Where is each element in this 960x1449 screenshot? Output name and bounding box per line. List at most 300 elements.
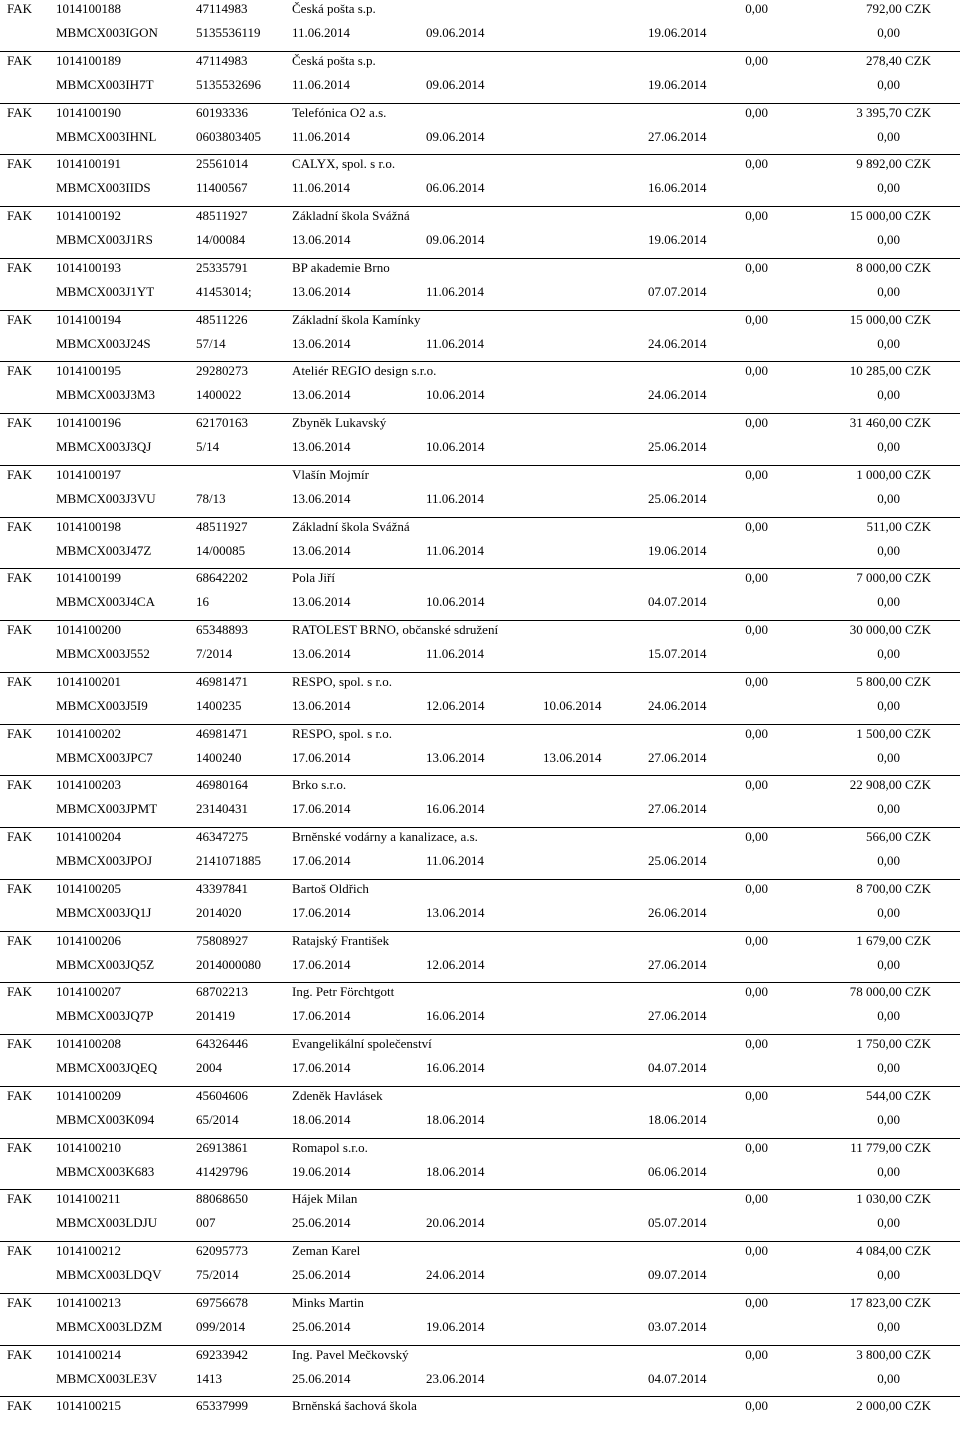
issue-date: 12.06.2014 <box>426 956 485 972</box>
invoice-amount: 792,00 CZK <box>866 1 931 16</box>
remaining-amount: 0,00 <box>877 335 900 351</box>
variable-symbol: MBMCX003LDQV <box>56 1267 162 1282</box>
invoice-number: 1014100213 <box>56 1294 121 1310</box>
company-id: 26913861 <box>196 1139 248 1155</box>
variable-symbol: MBMCX003J24S <box>56 335 151 351</box>
supplier-reference: 41429796 <box>196 1163 248 1179</box>
issue-date: 16.06.2014 <box>426 1060 485 1075</box>
paid-amount: 0,00 <box>745 259 768 275</box>
supplier-name: Brněnská šachová škola <box>292 1398 417 1414</box>
issue-date: 16.06.2014 <box>426 1008 485 1024</box>
doc-type: FAK <box>7 1294 33 1310</box>
supplier-reference: 0603803405 <box>196 128 261 144</box>
remaining-amount: 0,00 <box>877 956 900 972</box>
supplier-reference: 099/2014 <box>196 1318 246 1334</box>
received-date: 25.06.2014 <box>292 1215 351 1231</box>
invoice-record <box>0 155 960 207</box>
received-date: 11.06.2014 <box>292 180 351 196</box>
issue-date: 13.06.2014 <box>426 749 485 765</box>
company-id: 46981471 <box>196 725 248 741</box>
supplier-reference: 5135536119 <box>196 25 261 40</box>
invoice-detail-line <box>0 1111 960 1129</box>
invoice-header-line <box>0 259 960 277</box>
issue-date: 19.06.2014 <box>426 1318 485 1334</box>
invoice-detail-line <box>0 128 960 146</box>
invoice-header-line <box>0 725 960 743</box>
invoice-number: 1014100194 <box>56 311 121 327</box>
invoice-amount: 9 892,00 CZK <box>856 156 931 172</box>
doc-type: FAK <box>7 104 33 120</box>
invoice-header-line <box>0 776 960 794</box>
remaining-amount: 0,00 <box>877 180 900 196</box>
company-id: 64326446 <box>196 1036 248 1051</box>
paid-amount: 0,00 <box>745 622 768 637</box>
invoice-header-line <box>0 1242 960 1260</box>
invoice-header-line <box>0 1397 960 1415</box>
invoice-record <box>0 1190 960 1242</box>
invoice-number: 1014100191 <box>56 156 121 172</box>
supplier-reference: 57/14 <box>196 335 226 351</box>
supplier-reference: 1400240 <box>196 749 242 765</box>
invoice-number: 1014100197 <box>56 466 121 482</box>
due-date: 26.06.2014 <box>648 904 707 920</box>
supplier-reference: 007 <box>196 1215 216 1231</box>
variable-symbol: MBMCX003J5I9 <box>56 697 148 713</box>
remaining-amount: 0,00 <box>877 801 900 817</box>
invoice-number: 1014100206 <box>56 932 121 948</box>
invoice-record <box>0 1242 960 1294</box>
invoice-detail-line <box>0 956 960 974</box>
supplier-reference: 2014020 <box>196 904 242 920</box>
supplier-reference: 11400567 <box>196 180 248 196</box>
due-date: 19.06.2014 <box>648 232 707 247</box>
due-date: 27.06.2014 <box>648 801 707 817</box>
paid-amount: 0,00 <box>745 156 768 172</box>
remaining-amount: 0,00 <box>877 904 900 920</box>
received-date: 13.06.2014 <box>292 283 351 299</box>
invoice-amount: 31 460,00 CZK <box>849 415 931 430</box>
due-date: 07.07.2014 <box>648 283 707 299</box>
doc-type: FAK <box>7 518 33 534</box>
company-id: 47114983 <box>196 52 248 68</box>
company-id: 48511927 <box>196 518 248 534</box>
invoice-record <box>0 518 960 570</box>
supplier-reference: 78/13 <box>196 490 226 506</box>
variable-symbol: MBMCX003J1RS <box>56 232 153 247</box>
invoice-detail-line <box>0 386 960 404</box>
invoice-record <box>0 725 960 777</box>
invoice-detail-line <box>0 1059 960 1077</box>
invoice-header-line <box>0 362 960 380</box>
remaining-amount: 0,00 <box>877 542 900 558</box>
doc-type: FAK <box>7 829 33 844</box>
supplier-reference: 5135532696 <box>196 76 261 92</box>
supplier-name: Ratajský František <box>292 932 390 948</box>
invoice-number: 1014100209 <box>56 1087 121 1103</box>
received-date: 11.06.2014 <box>292 128 351 144</box>
due-date: 25.06.2014 <box>648 439 707 454</box>
due-date: 09.07.2014 <box>648 1267 707 1282</box>
remaining-amount: 0,00 <box>877 1267 900 1282</box>
issue-date: 11.06.2014 <box>426 542 485 558</box>
received-date: 17.06.2014 <box>292 749 351 765</box>
issue-date: 11.06.2014 <box>426 283 485 299</box>
due-date: 15.07.2014 <box>648 646 707 661</box>
invoice-detail-line <box>0 76 960 94</box>
received-date: 13.06.2014 <box>292 232 351 247</box>
invoice-record <box>0 0 960 52</box>
remaining-amount: 0,00 <box>877 1215 900 1231</box>
invoice-detail-line <box>0 1163 960 1181</box>
invoice-number: 1014100189 <box>56 52 121 68</box>
invoice-detail-line <box>0 697 960 715</box>
paid-amount: 0,00 <box>745 1191 768 1207</box>
paid-amount: 0,00 <box>745 984 768 1000</box>
invoice-detail-line <box>0 1007 960 1025</box>
invoice-header-line <box>0 414 960 432</box>
remaining-amount: 0,00 <box>877 490 900 506</box>
invoice-detail-line <box>0 645 960 663</box>
invoice-header-line <box>0 673 960 691</box>
supplier-name: Základní škola Kamínky <box>292 311 421 327</box>
doc-type: FAK <box>7 673 33 689</box>
invoice-record <box>0 1087 960 1139</box>
invoice-record <box>0 776 960 828</box>
doc-type: FAK <box>7 52 33 68</box>
variable-symbol: MBMCX003LDZM <box>56 1318 163 1334</box>
issue-date: 11.06.2014 <box>426 646 485 661</box>
received-date: 17.06.2014 <box>292 1060 351 1075</box>
supplier-name: Telefónica O2 a.s. <box>292 104 387 120</box>
doc-type: FAK <box>7 880 33 896</box>
company-id: 65348893 <box>196 622 248 637</box>
supplier-name: Ing. Pavel Mečkovský <box>292 1346 409 1362</box>
invoice-header-line <box>0 155 960 173</box>
received-date: 25.06.2014 <box>292 1318 351 1334</box>
invoice-number: 1014100198 <box>56 518 121 534</box>
remaining-amount: 0,00 <box>877 25 900 40</box>
variable-symbol: MBMCX003JPOJ <box>56 853 153 868</box>
paid-amount: 0,00 <box>745 1243 768 1258</box>
due-date: 19.06.2014 <box>648 25 707 40</box>
invoice-record <box>0 1139 960 1191</box>
invoice-number: 1014100210 <box>56 1139 121 1155</box>
company-id: 69233942 <box>196 1346 248 1362</box>
supplier-name: RATOLEST BRNO, občanské sdružení <box>292 622 499 637</box>
supplier-name: Základní škola Svážná <box>292 518 410 534</box>
supplier-reference: 16 <box>196 594 209 610</box>
invoice-record <box>0 1035 960 1087</box>
supplier-reference: 201419 <box>196 1008 235 1024</box>
company-id: 88068650 <box>196 1191 248 1207</box>
invoice-amount: 1 679,00 CZK <box>856 932 931 948</box>
received-date: 17.06.2014 <box>292 801 351 817</box>
variable-symbol: MBMCX003J3QJ <box>56 439 152 454</box>
due-date: 19.06.2014 <box>648 76 707 92</box>
received-date: 17.06.2014 <box>292 1008 351 1024</box>
invoice-detail-line <box>0 283 960 301</box>
remaining-amount: 0,00 <box>877 387 900 403</box>
received-date: 11.06.2014 <box>292 76 351 92</box>
issue-date: 18.06.2014 <box>426 1111 485 1127</box>
received-date: 17.06.2014 <box>292 956 351 972</box>
invoice-number: 1014100203 <box>56 777 121 793</box>
remaining-amount: 0,00 <box>877 232 900 247</box>
invoice-header-line <box>0 1190 960 1208</box>
company-id: 48511927 <box>196 208 248 223</box>
invoice-number: 1014100211 <box>56 1191 121 1207</box>
invoice-record <box>0 362 960 414</box>
invoice-detail-line <box>0 1266 960 1284</box>
doc-type: FAK <box>7 1 33 16</box>
invoice-number: 1014100214 <box>56 1346 121 1362</box>
invoice-number: 1014100190 <box>56 104 121 120</box>
company-id: 46347275 <box>196 829 248 844</box>
issue-date: 24.06.2014 <box>426 1267 485 1282</box>
invoice-detail-line <box>0 1318 960 1336</box>
company-id: 47114983 <box>196 1 248 16</box>
issue-date: 06.06.2014 <box>426 180 485 196</box>
invoice-amount: 566,00 CZK <box>866 829 931 844</box>
invoice-amount: 2 000,00 CZK <box>856 1398 931 1414</box>
doc-type: FAK <box>7 1139 33 1155</box>
invoice-amount: 1 750,00 CZK <box>856 1036 931 1051</box>
remaining-amount: 0,00 <box>877 1111 900 1127</box>
variable-symbol: MBMCX003JQEQ <box>56 1060 158 1075</box>
doc-type: FAK <box>7 932 33 948</box>
paid-amount: 0,00 <box>745 415 768 430</box>
doc-type: FAK <box>7 415 33 430</box>
variable-symbol: MBMCX003J4CA <box>56 594 155 610</box>
invoice-amount: 1 500,00 CZK <box>856 725 931 741</box>
received-date: 25.06.2014 <box>292 1370 351 1386</box>
supplier-reference: 75/2014 <box>196 1267 239 1282</box>
invoice-header-line <box>0 104 960 122</box>
invoice-number: 1014100192 <box>56 208 121 223</box>
company-id: 46980164 <box>196 777 248 793</box>
invoice-header-line <box>0 880 960 898</box>
due-date: 04.07.2014 <box>648 1060 707 1075</box>
invoice-header-line <box>0 466 960 484</box>
supplier-reference: 1400022 <box>196 387 242 403</box>
remaining-amount: 0,00 <box>877 1060 900 1075</box>
remaining-amount: 0,00 <box>877 646 900 661</box>
variable-symbol: MBMCX003J1YT <box>56 283 155 299</box>
remaining-amount: 0,00 <box>877 1163 900 1179</box>
supplier-name: Brko s.r.o. <box>292 777 347 793</box>
invoice-record <box>0 104 960 156</box>
doc-type: FAK <box>7 570 33 586</box>
issue-date: 20.06.2014 <box>426 1215 485 1231</box>
paid-amount: 0,00 <box>745 932 768 948</box>
remaining-amount: 0,00 <box>877 1008 900 1024</box>
remaining-amount: 0,00 <box>877 697 900 713</box>
invoice-record <box>0 1294 960 1346</box>
invoice-record <box>0 621 960 673</box>
tax-date: 10.06.2014 <box>543 697 602 713</box>
invoice-amount: 1 000,00 CZK <box>856 466 931 482</box>
variable-symbol: MBMCX003LDJU <box>56 1215 158 1231</box>
supplier-reference: 2141071885 <box>196 853 261 868</box>
supplier-name: Hájek Milan <box>292 1191 358 1207</box>
invoice-amount: 15 000,00 CZK <box>849 311 931 327</box>
supplier-reference: 1413 <box>196 1370 222 1386</box>
company-id: 25335791 <box>196 259 248 275</box>
doc-type: FAK <box>7 156 33 172</box>
remaining-amount: 0,00 <box>877 128 900 144</box>
supplier-name: Základní škola Svážná <box>292 208 410 223</box>
invoice-record <box>0 1346 960 1398</box>
company-id: 69756678 <box>196 1294 248 1310</box>
due-date: 27.06.2014 <box>648 956 707 972</box>
supplier-name: Zdeněk Havlásek <box>292 1087 383 1103</box>
supplier-name: RESPO, spol. s r.o. <box>292 673 393 689</box>
received-date: 13.06.2014 <box>292 387 351 403</box>
issue-date: 12.06.2014 <box>426 697 485 713</box>
invoice-amount: 30 000,00 CZK <box>849 622 931 637</box>
company-id: 29280273 <box>196 363 248 379</box>
due-date: 04.07.2014 <box>648 1370 707 1386</box>
issue-date: 09.06.2014 <box>426 76 485 92</box>
supplier-reference: 5/14 <box>196 439 220 454</box>
doc-type: FAK <box>7 622 33 637</box>
invoice-number: 1014100188 <box>56 1 121 16</box>
due-date: 04.07.2014 <box>648 594 707 610</box>
invoice-number: 1014100212 <box>56 1243 121 1258</box>
doc-type: FAK <box>7 1346 33 1362</box>
supplier-name: Minks Martin <box>292 1294 364 1310</box>
company-id: 46981471 <box>196 673 248 689</box>
received-date: 25.06.2014 <box>292 1267 351 1282</box>
variable-symbol: MBMCX003JQ1J <box>56 904 152 920</box>
issue-date: 23.06.2014 <box>426 1370 485 1386</box>
supplier-reference: 14/00085 <box>196 542 246 558</box>
variable-symbol: MBMCX003IH7T <box>56 76 154 92</box>
issue-date: 10.06.2014 <box>426 387 485 403</box>
supplier-reference: 41453014; <box>196 283 252 299</box>
invoice-detail-line <box>0 1214 960 1232</box>
company-id: 65337999 <box>196 1398 248 1414</box>
supplier-name: Pola Jiří <box>292 570 335 586</box>
paid-amount: 0,00 <box>745 673 768 689</box>
invoice-amount: 278,40 CZK <box>866 52 931 68</box>
variable-symbol: MBMCX003J3VU <box>56 490 156 506</box>
invoice-record <box>0 1397 960 1449</box>
invoice-amount: 4 084,00 CZK <box>856 1243 931 1258</box>
invoice-detail-line <box>0 231 960 249</box>
invoice-detail-line <box>0 490 960 508</box>
paid-amount: 0,00 <box>745 1139 768 1155</box>
remaining-amount: 0,00 <box>877 749 900 765</box>
invoice-amount: 511,00 CZK <box>866 518 931 534</box>
due-date: 16.06.2014 <box>648 180 707 196</box>
invoice-header-line <box>0 311 960 329</box>
doc-type: FAK <box>7 1087 33 1103</box>
invoice-amount: 10 285,00 CZK <box>849 363 931 379</box>
remaining-amount: 0,00 <box>877 594 900 610</box>
invoice-amount: 8 700,00 CZK <box>856 880 931 896</box>
received-date: 13.06.2014 <box>292 542 351 558</box>
paid-amount: 0,00 <box>745 466 768 482</box>
company-id: 60193336 <box>196 104 248 120</box>
supplier-reference: 2014000080 <box>196 956 261 972</box>
due-date: 19.06.2014 <box>648 542 707 558</box>
variable-symbol: MBMCX003JQ7P <box>56 1008 154 1024</box>
variable-symbol: MBMCX003JQ5Z <box>56 956 155 972</box>
variable-symbol: MBMCX003JPC7 <box>56 749 153 765</box>
variable-symbol: MBMCX003J3M3 <box>56 387 155 403</box>
paid-amount: 0,00 <box>745 1087 768 1103</box>
paid-amount: 0,00 <box>745 1036 768 1051</box>
invoice-record <box>0 466 960 518</box>
invoice-detail-line <box>0 593 960 611</box>
paid-amount: 0,00 <box>745 1 768 16</box>
supplier-name: Bartoš Oldřich <box>292 880 369 896</box>
invoice-amount: 8 000,00 CZK <box>856 259 931 275</box>
due-date: 27.06.2014 <box>648 128 707 144</box>
paid-amount: 0,00 <box>745 570 768 586</box>
invoice-header-line <box>0 1087 960 1105</box>
invoice-amount: 544,00 CZK <box>866 1087 931 1103</box>
paid-amount: 0,00 <box>745 829 768 844</box>
paid-amount: 0,00 <box>745 363 768 379</box>
supplier-name: Zeman Karel <box>292 1243 361 1258</box>
invoice-header-line <box>0 1035 960 1053</box>
paid-amount: 0,00 <box>745 1398 768 1414</box>
invoice-amount: 3 800,00 CZK <box>856 1346 931 1362</box>
invoice-amount: 7 000,00 CZK <box>856 570 931 586</box>
invoice-header-line <box>0 932 960 950</box>
paid-amount: 0,00 <box>745 1294 768 1310</box>
invoice-header-line <box>0 569 960 587</box>
doc-type: FAK <box>7 466 33 482</box>
received-date: 11.06.2014 <box>292 25 351 40</box>
company-id: 25561014 <box>196 156 248 172</box>
supplier-reference: 65/2014 <box>196 1111 239 1127</box>
paid-amount: 0,00 <box>745 777 768 793</box>
invoice-header-line <box>0 1139 960 1157</box>
variable-symbol: MBMCX003J552 <box>56 646 150 661</box>
invoice-detail-line <box>0 749 960 767</box>
paid-amount: 0,00 <box>745 1346 768 1362</box>
company-id: 45604606 <box>196 1087 248 1103</box>
supplier-reference: 1400235 <box>196 697 242 713</box>
company-id: 48511226 <box>196 311 248 327</box>
doc-type: FAK <box>7 259 33 275</box>
company-id: 68642202 <box>196 570 248 586</box>
invoice-detail-line <box>0 335 960 353</box>
supplier-name: CALYX, spol. s r.o. <box>292 156 396 172</box>
received-date: 19.06.2014 <box>292 1163 351 1179</box>
doc-type: FAK <box>7 984 33 1000</box>
received-date: 13.06.2014 <box>292 439 351 454</box>
paid-amount: 0,00 <box>745 52 768 68</box>
company-id: 62170163 <box>196 415 248 430</box>
invoice-record <box>0 207 960 259</box>
invoice-amount: 3 395,70 CZK <box>856 104 931 120</box>
supplier-reference: 2004 <box>196 1060 222 1075</box>
invoice-record <box>0 983 960 1035</box>
due-date: 06.06.2014 <box>648 1163 707 1179</box>
due-date: 24.06.2014 <box>648 335 707 351</box>
doc-type: FAK <box>7 777 33 793</box>
company-id: 75808927 <box>196 932 248 948</box>
tax-date: 13.06.2014 <box>543 749 602 765</box>
issue-date: 09.06.2014 <box>426 128 485 144</box>
invoice-amount: 22 908,00 CZK <box>849 777 931 793</box>
supplier-name: Ateliér REGIO design s.r.o. <box>292 363 437 379</box>
doc-type: FAK <box>7 1243 33 1258</box>
